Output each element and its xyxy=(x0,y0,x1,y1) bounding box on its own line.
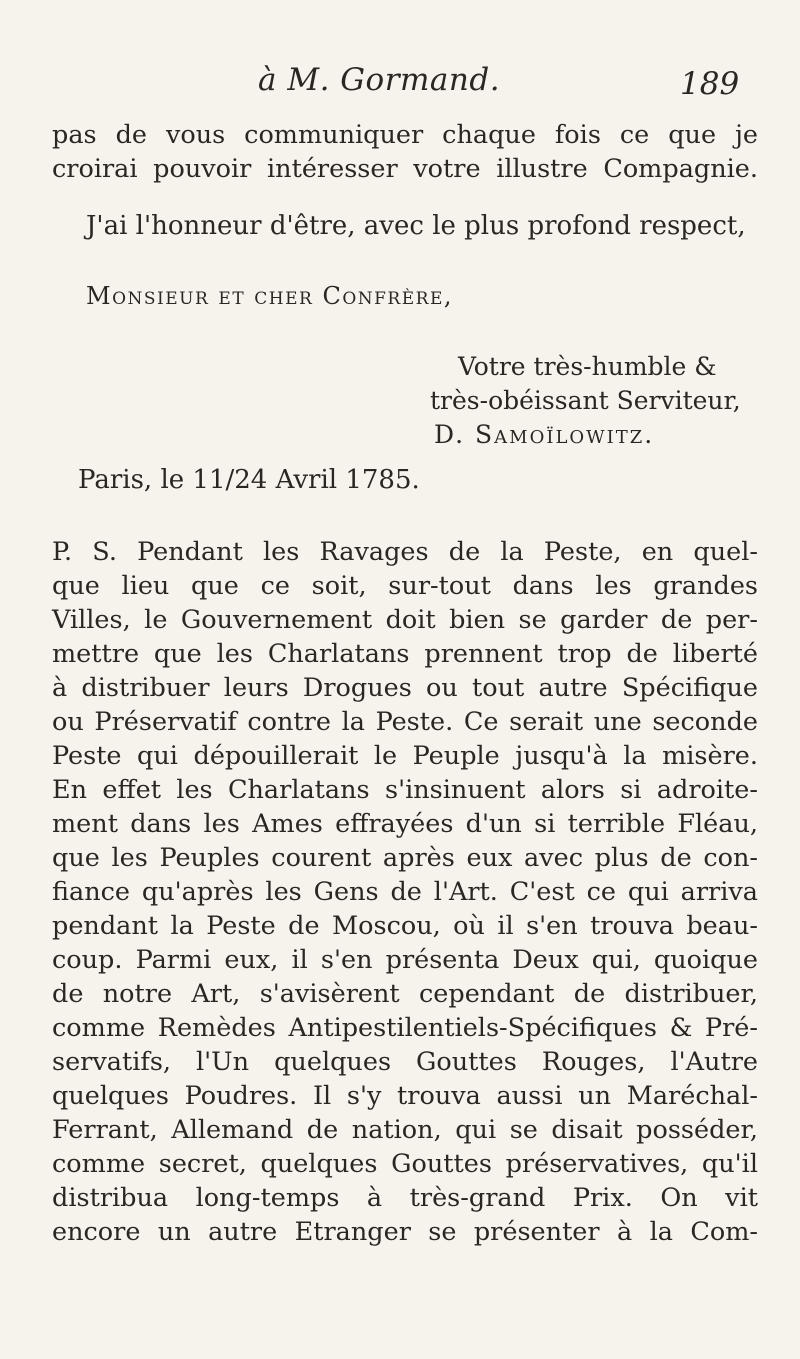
letter-closing: J'ai l'honneur d'être, avec le plus profond respect, xyxy=(86,211,746,241)
postscript-line: Ferrant, Allemand de nation, qui se disait posséder, xyxy=(52,1115,758,1145)
postscript-line: pendant la Peste de Moscou, où il s'en trouva beau- xyxy=(52,911,758,941)
postscript-line: à distribuer leurs Drogues ou tout autre Spécifique xyxy=(52,673,758,703)
postscript-line: fiance qu'après les Gens de l'Art. C'est ce qui arriva xyxy=(52,877,758,907)
page-header xyxy=(0,62,800,112)
postscript-line: ment dans les Ames effrayées d'un si terrible Fléau, xyxy=(52,809,758,839)
page-number: 189 xyxy=(680,66,740,102)
postscript-line: distribua long-temps à très-grand Prix. On vit xyxy=(52,1183,758,1213)
signature-line: très-obéissant Serviteur, xyxy=(430,386,741,415)
signature-line: Votre très-humble & xyxy=(458,352,717,381)
body-line: pas de vous communiquer chaque fois ce que je xyxy=(52,120,758,150)
postscript-line: quelques Poudres. Il s'y trouva aussi un Maréchal- xyxy=(52,1081,758,1111)
postscript-line: Peste qui dépouillerait le Peuple jusqu'à la misère. xyxy=(52,741,758,771)
postscript-line: mettre que les Charlatans prennent trop de liberté xyxy=(52,639,758,669)
dateline: Paris, le 11/24 Avril 1785. xyxy=(78,465,420,495)
body-line: croirai pouvoir intéresser votre illustre Compagnie. xyxy=(52,154,758,184)
postscript-line: En effet les Charlatans s'insinuent alors si adroite- xyxy=(52,775,758,805)
postscript-line: coup. Parmi eux, il s'en présenta Deux qui, quoique xyxy=(52,945,758,975)
postscript-line: Villes, le Gouvernement doit bien se garder de per- xyxy=(52,605,758,635)
postscript-line: servatifs, l'Un quelques Gouttes Rouges, l'Autre xyxy=(52,1047,758,1077)
postscript-line: P. S. Pendant les Ravages de la Peste, en quel- xyxy=(52,537,758,567)
postscript-line: ou Préservatif contre la Peste. Ce serait une seconde xyxy=(52,707,758,737)
postscript-line: de notre Art, s'avisèrent cependant de distribuer, xyxy=(52,979,758,1009)
postscript-line: encore un autre Etranger se présenter à la Com- xyxy=(52,1217,758,1247)
salutation: Monsieur et cher Confrère, xyxy=(86,282,453,310)
postscript-line: que les Peuples courent après eux avec plus de con- xyxy=(52,843,758,873)
postscript-line: comme secret, quelques Gouttes préservatives, qu'il xyxy=(52,1149,758,1179)
postscript-line: que lieu que ce soit, sur-tout dans les grandes xyxy=(52,571,758,601)
signature-name: D. Samoïlowitz. xyxy=(434,420,655,449)
postscript-line: comme Remèdes Antipestilentiels-Spécifiques & Pré- xyxy=(52,1013,758,1043)
running-title: à M. Gormand. xyxy=(258,62,501,98)
